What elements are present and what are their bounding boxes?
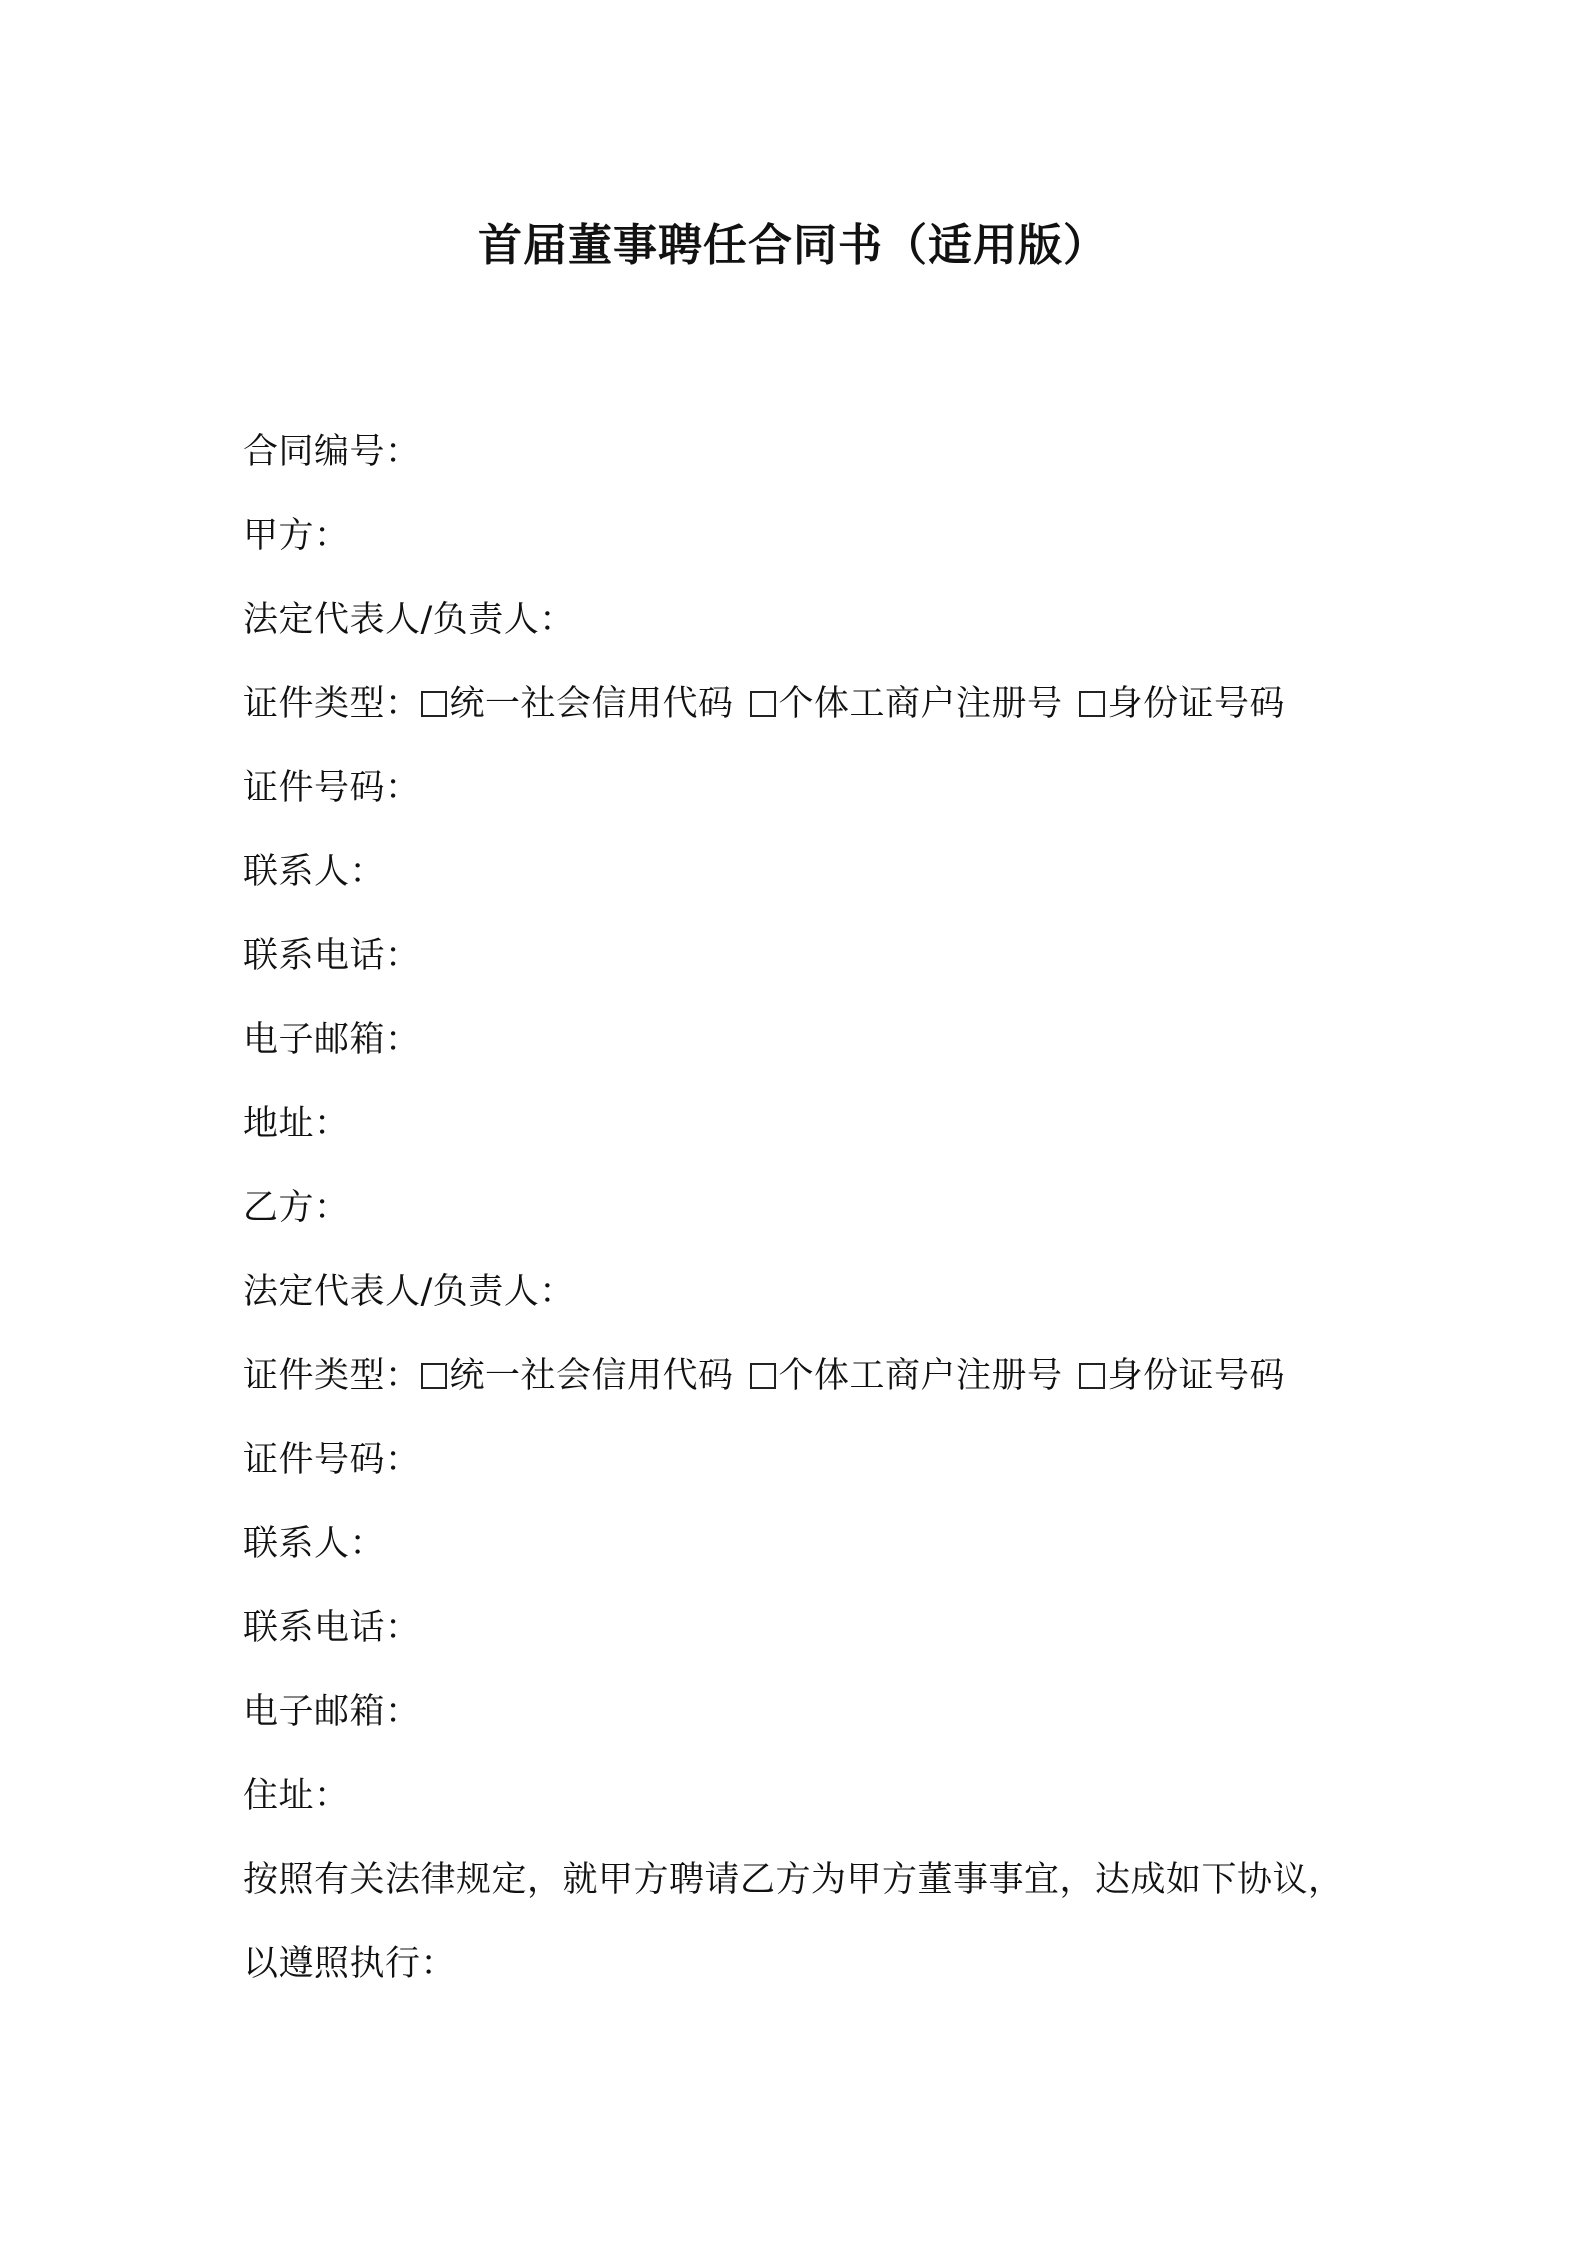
party-a-id-type-field	[243, 662, 1363, 746]
party-b-phone-field	[243, 1586, 1363, 1670]
option-label: 统一社会信用代码	[449, 1356, 734, 1396]
party-a-id-number-field	[243, 746, 1363, 830]
party-a-phone-label: 联系电话：	[243, 936, 421, 976]
party-a-address-field	[243, 1082, 1363, 1166]
party-b-id-number-field	[243, 1418, 1363, 1502]
party-b-address-field	[243, 1754, 1363, 1838]
contract-number-field	[243, 410, 1363, 494]
checkbox-icon[interactable]	[421, 691, 447, 717]
party-a-email-field	[243, 998, 1363, 1082]
checkbox-icon[interactable]	[1079, 691, 1105, 717]
checkbox-icon[interactable]	[1079, 1363, 1105, 1389]
party-b-address-label: 住址：	[243, 1776, 350, 1816]
checkbox-icon[interactable]	[750, 691, 776, 717]
party-a-legal-rep-field	[243, 578, 1363, 662]
party-b-label: 乙方：	[243, 1188, 350, 1228]
party-a-legal-rep-label: 法定代表人/负责人：	[243, 600, 575, 640]
option-label: 个体工商户注册号	[778, 684, 1063, 724]
party-b-contact-label: 联系人：	[243, 1524, 386, 1564]
party-b-legal-rep-field	[243, 1250, 1363, 1334]
option-label: 身份证号码	[1107, 684, 1286, 724]
party-a-id-number-label: 证件号码：	[243, 768, 421, 808]
option-label: 身份证号码	[1107, 1356, 1286, 1396]
party-b-contact-field	[243, 1502, 1363, 1586]
party-b-id-type-option-credit-code[interactable]	[421, 1334, 734, 1418]
party-a-field	[243, 494, 1363, 578]
party-b-id-type-option-business-reg[interactable]	[750, 1334, 1063, 1418]
option-label: 统一社会信用代码	[449, 684, 734, 724]
party-a-email-label: 电子邮箱：	[243, 1020, 421, 1060]
party-a-id-type-label: 证件类型：	[243, 684, 421, 724]
party-b-id-number-label: 证件号码：	[243, 1440, 421, 1480]
party-b-id-type-field	[243, 1334, 1363, 1418]
party-a-contact-label: 联系人：	[243, 852, 386, 892]
document-title: 首届董事聘任合同书（适用版）	[478, 220, 1108, 271]
checkbox-icon[interactable]	[750, 1363, 776, 1389]
party-a-id-type-option-id-card[interactable]	[1079, 662, 1286, 746]
party-b-id-type-label: 证件类型：	[243, 1356, 421, 1396]
party-b-field	[243, 1166, 1363, 1250]
option-label: 个体工商户注册号	[778, 1356, 1063, 1396]
party-a-phone-field	[243, 914, 1363, 998]
checkbox-icon[interactable]	[421, 1363, 447, 1389]
party-b-email-label: 电子邮箱：	[243, 1692, 421, 1732]
party-a-label: 甲方：	[243, 516, 350, 556]
party-b-legal-rep-label: 法定代表人/负责人：	[243, 1272, 575, 1312]
preamble-paragraph: 按照有关法律规定，就甲方聘请乙方为甲方董事事宜，达成如下协议，以遵照执行：	[243, 1860, 1344, 1984]
party-a-id-type-option-credit-code[interactable]	[421, 662, 734, 746]
contract-number-label: 合同编号：	[243, 432, 421, 472]
party-a-address-label: 地址：	[243, 1104, 350, 1144]
party-a-id-type-option-business-reg[interactable]	[750, 662, 1063, 746]
party-b-email-field	[243, 1670, 1363, 1754]
document-body	[243, 410, 1363, 2006]
party-a-contact-field	[243, 830, 1363, 914]
party-b-phone-label: 联系电话：	[243, 1608, 421, 1648]
party-b-id-type-option-id-card[interactable]	[1079, 1334, 1286, 1418]
